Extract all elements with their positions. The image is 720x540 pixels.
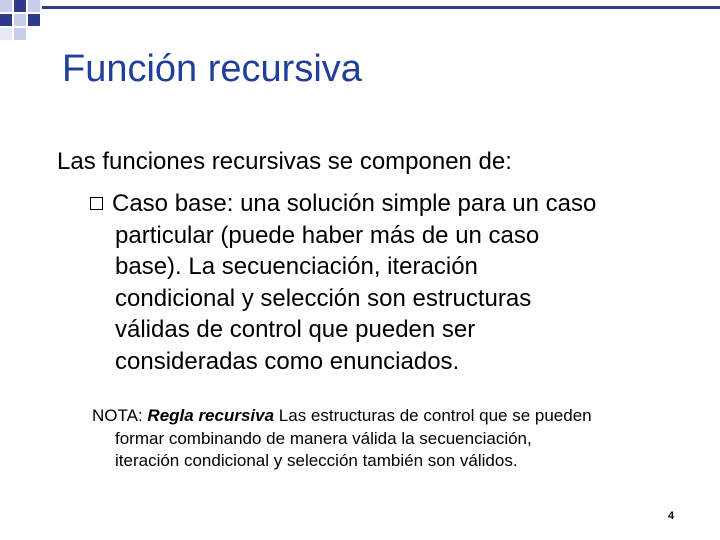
deco-square-dark-2 bbox=[0, 14, 12, 26]
bullet-text: Caso base: una solución simple para un caso bbox=[112, 190, 597, 217]
deco-square-light-4 bbox=[14, 28, 26, 40]
deco-square-light-5 bbox=[0, 28, 12, 40]
note-line: iteración condicional y selección también son válidos. bbox=[115, 451, 518, 470]
deco-square-dark-1 bbox=[14, 0, 26, 12]
note-text: Las estructuras de control que se pueden bbox=[274, 406, 592, 425]
bullet-item-base-case bbox=[90, 188, 700, 377]
note-prefix: NOTA: bbox=[92, 406, 148, 425]
note-block bbox=[92, 405, 702, 473]
deco-square-light-2 bbox=[28, 0, 40, 12]
note-line bbox=[92, 405, 702, 428]
bullet-line: válidas de control que pueden ser bbox=[115, 316, 476, 343]
bullet-line: consideradas como enunciados. bbox=[115, 347, 460, 375]
bullet-line bbox=[90, 188, 700, 220]
bullet-line: condicional y selección son estructuras bbox=[115, 284, 532, 312]
deco-square-dark-3 bbox=[28, 14, 40, 26]
checkbox-bullet-icon bbox=[90, 197, 103, 210]
note-line: formar combinando de manera válida la secuenciación, bbox=[115, 428, 532, 448]
page-number: 4 bbox=[668, 510, 675, 522]
header-decoration bbox=[0, 0, 720, 50]
note-emphasis: Regla recursiva bbox=[147, 406, 275, 425]
slide-title: Función recursiva bbox=[62, 48, 362, 90]
deco-header-bar bbox=[42, 6, 720, 9]
deco-square-light-1 bbox=[0, 0, 12, 12]
bullet-line: particular (puede haber más de un caso bbox=[115, 221, 540, 249]
bullet-line: base). La secuenciación, iteración bbox=[115, 253, 478, 280]
intro-text: Las funciones recursivas se componen de: bbox=[57, 148, 512, 175]
deco-square-light-3 bbox=[14, 14, 26, 26]
